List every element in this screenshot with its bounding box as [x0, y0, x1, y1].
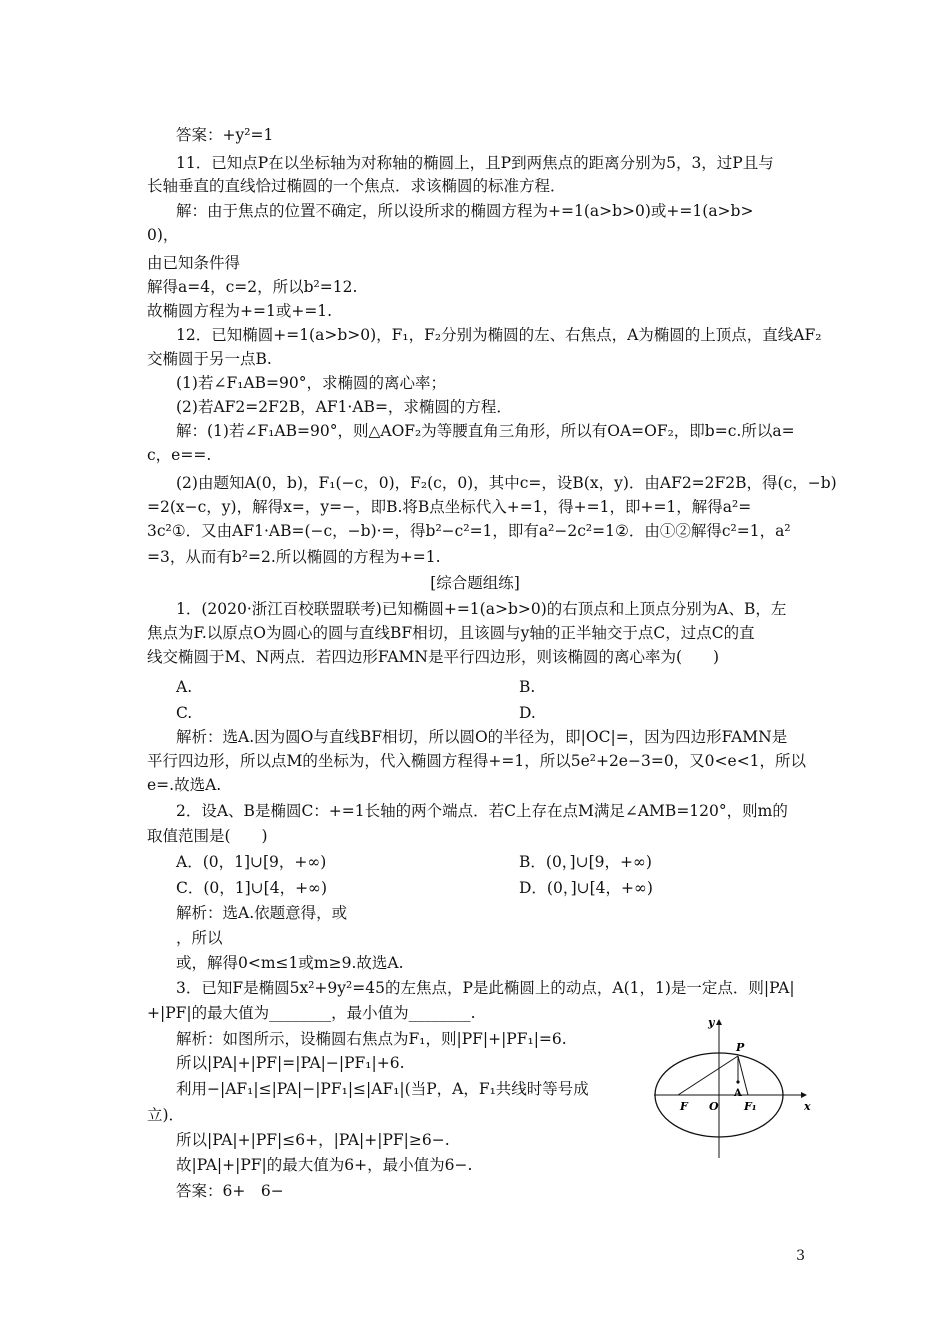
- exercise-1-analysis-line-3: e=.故选A.: [147, 776, 222, 794]
- exercise-2-option-b: B．(0，]∪[9，+∞): [519, 853, 652, 871]
- exercise-2-analysis-line-3: 或，解得0<m≤1或m≥9.故选A.: [176, 954, 404, 972]
- problem-12-line-1: 12．已知椭圆+=1(a>b>0)，F₁，F₂分别为椭圆的左、右焦点，A为椭圆的上顶点，直线AF₂: [176, 326, 822, 344]
- ellipse-figure: [654, 1012, 814, 1158]
- segment-FP: [678, 1056, 738, 1095]
- exercise-1-analysis-line-1: 解析：选A.因为圆O与直线BF相切，所以圆O的半径为，即|OC|=，因为四边形FAMN是: [176, 728, 788, 746]
- solution-12-line-5: 3c²①．又由AF1·AB=(−c，−b)·=，得b²−c²=1，即有a²−2c²=1②．由①②解得c²=1，a²: [147, 522, 791, 540]
- answer-line: 答案：+y²=1: [176, 126, 274, 144]
- exercise-2-option-a: A．(0，1]∪[9，+∞): [176, 853, 327, 871]
- exercise-2-option-d: D．(0，]∪[4，+∞): [519, 879, 653, 897]
- exercise-3-analysis-line-4: 立)．: [147, 1106, 185, 1124]
- problem-12-part-2: (2)若AF2=2F2B，AF1·AB=，求椭圆的方程．: [176, 398, 512, 416]
- exercise-1-analysis-line-2: 平行四边形，所以点M的坐标为，代入椭圆方程得+=1，所以5e²+2e−3=0，又0<e<1，所以: [147, 752, 807, 770]
- exercise-2-line-2: 取值范围是( ): [147, 827, 268, 845]
- solution-11-line-3: 由已知条件得: [147, 254, 241, 272]
- exercise-1-line-3: 线交椭圆于M、N两点．若四边形FAMN是平行四边形，则该椭圆的离心率为( ): [147, 648, 720, 666]
- exercise-1-line-1: 1．(2020·浙江百校联盟联考)已知椭圆+=1(a>b>0)的右顶点和上顶点分别为A、B，左: [176, 600, 787, 618]
- exercise-1-option-b: B.: [519, 678, 536, 696]
- label-F: F: [680, 1100, 688, 1113]
- label-y: y: [708, 1016, 715, 1029]
- solution-11-line-5: 故椭圆方程为+=1或+=1.: [147, 302, 333, 320]
- exercise-3-answer: 答案：6+ 6−: [176, 1182, 284, 1200]
- solution-11-line-2: 0)，: [147, 226, 179, 244]
- solution-11-line-1: 解：由于焦点的位置不确定，所以设所求的椭圆方程为+=1(a>b>0)或+=1(a>b>: [176, 202, 754, 220]
- section-heading: [综合题组练]: [430, 574, 520, 592]
- problem-11-line-2: 长轴垂直的直线恰过椭圆的一个焦点．求该椭圆的标准方程．: [147, 177, 566, 195]
- exercise-1-line-2: 焦点为F.以原点O为圆心的圆与直线BF相切，且该圆与y轴的正半轴交于点C，过点C的直: [147, 624, 755, 642]
- exercise-2-line-1: 2．设A、B是椭圆C：+=1长轴的两个端点．若C上存在点M满足∠AMB=120°，则m的: [176, 802, 788, 820]
- exercise-3-analysis-line-1: 解析：如图所示，设椭圆右焦点为F₁，则|PF|+|PF₁|=6.: [176, 1030, 567, 1048]
- solution-11-line-4: 解得a=4，c=2，所以b²=12.: [147, 278, 358, 296]
- solution-12-line-4: =2(x−c，y)，解得x=，y=−，即B.将B点坐标代入+=1，得+=1，即+=1，解得a²=: [147, 498, 752, 516]
- solution-12-line-3: (2)由题知A(0，b)，F₁(−c，0)，F₂(c，0)，其中c=，设B(x，y)．由AF2=2F2B，得(c，−b): [176, 474, 837, 492]
- solution-12-line-6: =3，从而有b²=2.所以椭圆的方程为+=1.: [147, 548, 441, 566]
- solution-12-line-1: 解：(1)若∠F₁AB=90°，则△AOF₂为等腰直角三角形，所以有OA=OF₂，即b=c.所以a=: [176, 422, 795, 440]
- point-A: [736, 1080, 739, 1083]
- exercise-1-option-c: C.: [176, 704, 193, 722]
- exercise-3-analysis-line-6: 故|PA|+|PF|的最大值为6+，最小值为6−.: [176, 1156, 473, 1174]
- exercise-3-analysis-line-5: 所以|PA|+|PF|≤6+，|PA|+|PF|≥6−.: [176, 1131, 450, 1149]
- label-O: O: [709, 1100, 719, 1113]
- label-P: P: [736, 1041, 745, 1054]
- exercise-3-line-2: +|PF|的最大值为________，最小值为________.: [147, 1004, 476, 1022]
- solution-12-line-2: c，e==.: [147, 446, 212, 464]
- exercise-1-option-a: A.: [176, 678, 193, 696]
- exercise-1-option-d: D.: [519, 704, 536, 722]
- exercise-2-option-c: C．(0，1]∪[4，+∞): [176, 879, 328, 897]
- exercise-2-analysis-line-2: ，所以: [176, 929, 223, 947]
- exercise-3-analysis-line-2: 所以|PA|+|PF|=|PA|−|PF₁|+6.: [176, 1054, 405, 1072]
- label-F1: F₁: [744, 1100, 757, 1113]
- problem-12-line-2: 交椭圆于另一点B.: [147, 350, 272, 368]
- page-number: 3: [796, 1248, 805, 1264]
- exercise-3-line-1: 3．已知F是椭圆5x²+9y²=45的左焦点，P是此椭圆上的动点，A(1，1)是一定点．则|PA|: [176, 979, 795, 997]
- problem-11-line-1: 11．已知点P在以坐标轴为对称轴的椭圆上，且P到两焦点的距离分别为5，3，过P且与: [176, 154, 774, 172]
- exercise-2-analysis-line-1: 解析：选A.依题意得，或: [176, 904, 348, 922]
- label-A: A: [734, 1088, 742, 1099]
- exercise-3-analysis-line-3: 利用−|AF₁|≤|PA|−|PF₁|≤|AF₁|(当P，A，F₁共线时等号成: [176, 1080, 589, 1098]
- problem-12-part-1: (1)若∠F₁AB=90°，求椭圆的离心率；: [176, 374, 446, 392]
- label-x: x: [804, 1100, 811, 1113]
